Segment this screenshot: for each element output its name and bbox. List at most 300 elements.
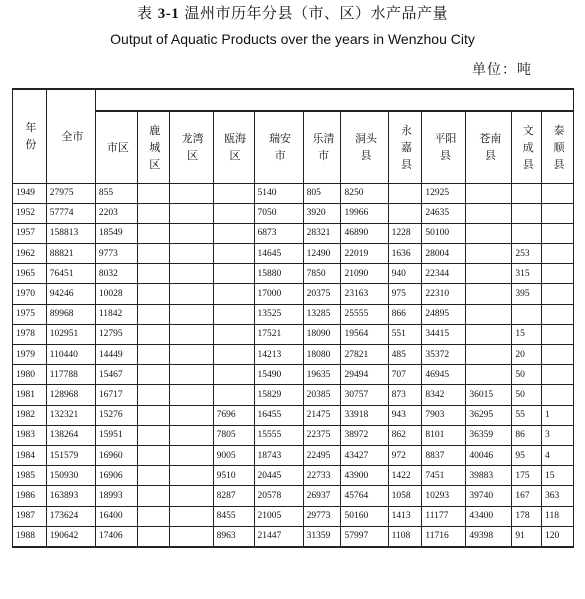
cell-lucheng [137,244,169,264]
cell-ouhai: 8455 [213,506,254,526]
cell-ouhai [213,264,254,284]
cell-total: 190642 [46,526,95,547]
table-row [13,486,574,506]
cell-lucheng [137,203,169,223]
cell-ouhai: 7696 [213,405,254,425]
cell-lucheng [137,425,169,445]
cell-lucheng [137,183,169,203]
cell-yueqing: 18090 [303,324,341,344]
cell-cangnan [466,264,512,284]
cell-ruian: 18743 [254,445,303,465]
cell-dongtou: 27821 [341,345,388,365]
cell-ruian: 16455 [254,405,303,425]
header-text: 市区 [106,140,129,154]
cell-longwan [169,304,213,324]
cell-longwan [169,385,213,405]
cell-pingyang: 24895 [422,304,466,324]
cell-lucheng [137,385,169,405]
cell-city_district: 12795 [95,324,137,344]
cell-lucheng [137,284,169,304]
cell-cangnan [466,365,512,385]
cell-yongjia: 975 [388,284,422,304]
cell-longwan [169,345,213,365]
header-text: 苍南 [479,132,502,146]
cell-year: 1984 [13,445,47,465]
cell-city_district: 18993 [95,486,137,506]
cell-wencheng: 95 [512,445,542,465]
cell-wencheng: 395 [512,284,542,304]
cell-pingyang: 34415 [422,324,466,344]
cell-pingyang: 11716 [422,526,466,547]
cell-dongtou: 45764 [341,486,388,506]
header-text: 泰 [553,123,565,137]
cell-lucheng [137,345,169,365]
table-row [13,405,574,425]
cell-longwan [169,405,213,425]
cell-lucheng [137,365,169,385]
cell-dongtou: 46890 [341,223,388,243]
cell-dongtou: 19564 [341,324,388,344]
cell-city_district: 2203 [95,203,137,223]
cell-ouhai [213,203,254,223]
cell-city_district: 15951 [95,425,137,445]
header-text: 区 [149,157,161,171]
cell-yongjia: 862 [388,425,422,445]
cell-wencheng: 55 [512,405,542,425]
cell-year: 1978 [13,324,47,344]
cell-year: 1957 [13,223,47,243]
cell-yongjia: 1058 [388,486,422,506]
cell-longwan [169,365,213,385]
cell-pingyang: 24635 [422,203,466,223]
cell-cangnan [466,324,512,344]
cell-ouhai [213,345,254,365]
table-row [13,264,574,284]
cell-taishun: 363 [542,486,574,506]
cell-total: 158813 [46,223,95,243]
cell-city_district: 10028 [95,284,137,304]
cell-lucheng [137,466,169,486]
cell-city_district: 855 [95,183,137,203]
cell-ruian: 17000 [254,284,303,304]
cell-taishun [542,304,574,324]
cell-taishun [542,345,574,365]
cell-dongtou: 19966 [341,203,388,223]
table-row [13,304,574,324]
cell-dongtou: 38972 [341,425,388,445]
cell-yueqing: 13285 [303,304,341,324]
header-text: 乐清 [312,132,335,146]
cell-total: 150930 [46,466,95,486]
cell-yongjia: 943 [388,405,422,425]
cell-total: 94246 [46,284,95,304]
cell-longwan [169,284,213,304]
cell-lucheng [137,264,169,284]
cell-taishun: 4 [542,445,574,465]
cell-total: 76451 [46,264,95,284]
table-row [13,385,574,405]
cell-longwan [169,425,213,445]
cell-year: 1988 [13,526,47,547]
header-text: 永 [400,123,412,137]
cell-ouhai: 7805 [213,425,254,445]
cell-yueqing: 18080 [303,345,341,365]
cell-taishun: 1 [542,405,574,425]
header-text: 县 [553,157,565,171]
cell-pingyang: 7903 [422,405,466,425]
cell-city_district: 11842 [95,304,137,324]
cell-ruian: 7050 [254,203,303,223]
cell-pingyang: 8837 [422,445,466,465]
cell-city_district: 9773 [95,244,137,264]
header-text: 城 [149,140,161,154]
cell-yongjia: 1108 [388,526,422,547]
cell-longwan [169,264,213,284]
col-header-city-district [95,111,137,183]
table-title [0,2,585,23]
cell-ruian: 17521 [254,324,303,344]
cell-taishun [542,183,574,203]
cell-ouhai [213,304,254,324]
cell-taishun: 3 [542,425,574,445]
table-row [13,345,574,365]
cell-total: 57774 [46,203,95,223]
cell-yongjia: 1413 [388,506,422,526]
title-number: 3-1 [157,6,180,22]
header-text: 成 [522,140,534,154]
cell-year: 1965 [13,264,47,284]
cell-total: 89968 [46,304,95,324]
cell-taishun [542,324,574,344]
cell-year: 1980 [13,365,47,385]
cell-wencheng [512,183,542,203]
cell-pingyang: 35372 [422,345,466,365]
col-header-longwan [169,111,213,183]
cell-yueqing: 7850 [303,264,341,284]
col-header-lucheng [137,111,169,183]
cell-cangnan: 43400 [466,506,512,526]
cell-ruian: 13525 [254,304,303,324]
header-text: 瑞安 [269,132,292,146]
cell-lucheng [137,223,169,243]
cell-year: 1986 [13,486,47,506]
cell-dongtou: 43900 [341,466,388,486]
cell-total: 88821 [46,244,95,264]
cell-total: 128968 [46,385,95,405]
cell-dongtou: 43427 [341,445,388,465]
cell-taishun: 120 [542,526,574,547]
cell-city_district: 8032 [95,264,137,284]
aquatic-output-table [12,88,574,548]
table-row [13,203,574,223]
cell-wencheng: 167 [512,486,542,506]
cell-total: 173624 [46,506,95,526]
cell-ouhai: 9005 [213,445,254,465]
header-text: 瓯海 [224,132,247,146]
cell-yueqing: 26937 [303,486,341,506]
cell-longwan [169,486,213,506]
cell-taishun [542,385,574,405]
cell-wencheng: 50 [512,365,542,385]
cell-yongjia: 972 [388,445,422,465]
cell-year: 1979 [13,345,47,365]
cell-wencheng [512,304,542,324]
cell-taishun: 118 [542,506,574,526]
cell-pingyang: 22310 [422,284,466,304]
cell-cangnan [466,244,512,264]
cell-wencheng: 50 [512,385,542,405]
cell-lucheng [137,506,169,526]
cell-cangnan [466,345,512,365]
cell-pingyang: 8342 [422,385,466,405]
cell-yueqing: 28321 [303,223,341,243]
cell-cangnan: 40046 [466,445,512,465]
cell-city_district: 18549 [95,223,137,243]
cell-lucheng [137,405,169,425]
cell-yueqing: 12490 [303,244,341,264]
cell-dongtou: 8250 [341,183,388,203]
col-header-dongtou [341,111,388,183]
col-header-yongjia [388,111,422,183]
table-subtitle: Output of Aquatic Products over the years in Wenzhou City [110,31,475,47]
cell-city_district: 16717 [95,385,137,405]
cell-yueqing: 3920 [303,203,341,223]
cell-wencheng: 86 [512,425,542,445]
cell-cangnan [466,304,512,324]
cell-yongjia: 707 [388,365,422,385]
header-text: 县 [360,149,372,163]
col-header-year [13,89,47,183]
header-text: 县 [400,157,412,171]
cell-pingyang: 28004 [422,244,466,264]
cell-city_district: 16906 [95,466,137,486]
col-header-taishun [542,111,574,183]
cell-wencheng [512,223,542,243]
cell-year: 1982 [13,405,47,425]
header-top-row [13,89,574,111]
col-header-ruian [254,111,303,183]
table-row [13,526,574,547]
cell-cangnan [466,183,512,203]
header-text: 文 [522,123,534,137]
col-header-yueqing [303,111,341,183]
header-row [13,111,574,183]
cell-taishun [542,365,574,385]
header-text: 市 [318,149,330,163]
header-text: 份 [25,138,37,152]
cell-wencheng: 15 [512,324,542,344]
table-row [13,244,574,264]
cell-yongjia: 1422 [388,466,422,486]
cell-yongjia: 1228 [388,223,422,243]
cell-ruian: 15555 [254,425,303,445]
cell-wencheng: 175 [512,466,542,486]
header-text: 年 [25,121,37,135]
cell-total: 117788 [46,365,95,385]
cell-yongjia [388,203,422,223]
cell-pingyang: 50100 [422,223,466,243]
cell-ruian: 15829 [254,385,303,405]
table-row [13,284,574,304]
cell-year: 1970 [13,284,47,304]
cell-yueqing: 21475 [303,405,341,425]
cell-wencheng: 91 [512,526,542,547]
cell-dongtou: 22019 [341,244,388,264]
cell-lucheng [137,304,169,324]
cell-ruian: 15490 [254,365,303,385]
header-group-cell [95,89,573,111]
cell-total: 102951 [46,324,95,344]
cell-taishun [542,203,574,223]
cell-longwan [169,445,213,465]
cell-yueqing: 20375 [303,284,341,304]
header-text: 洞头 [355,132,378,146]
cell-longwan [169,466,213,486]
cell-lucheng [137,445,169,465]
cell-ruian: 6873 [254,223,303,243]
cell-pingyang: 11177 [422,506,466,526]
cell-dongtou: 21090 [341,264,388,284]
cell-yueqing: 22375 [303,425,341,445]
cell-year: 1949 [13,183,47,203]
col-header-pingyang [422,111,466,183]
cell-ouhai: 8287 [213,486,254,506]
cell-ruian: 20578 [254,486,303,506]
header-text: 县 [484,149,496,163]
cell-year: 1987 [13,506,47,526]
cell-taishun: 15 [542,466,574,486]
table-row [13,223,574,243]
cell-cangnan [466,203,512,223]
cell-dongtou: 30757 [341,385,388,405]
cell-longwan [169,244,213,264]
cell-longwan [169,223,213,243]
cell-year: 1985 [13,466,47,486]
table-row [13,365,574,385]
cell-yueqing: 22495 [303,445,341,465]
title-prefix: 表 [136,4,153,22]
cell-yueqing: 29773 [303,506,341,526]
cell-longwan [169,324,213,344]
header-text: 区 [187,149,199,163]
cell-longwan [169,203,213,223]
header-text: 全市 [61,129,84,143]
cell-ouhai: 8963 [213,526,254,547]
cell-yueqing: 22733 [303,466,341,486]
cell-longwan [169,526,213,547]
cell-wencheng [512,203,542,223]
cell-total: 151579 [46,445,95,465]
cell-cangnan: 36359 [466,425,512,445]
table-row [13,425,574,445]
cell-wencheng: 178 [512,506,542,526]
table-row [13,466,574,486]
cell-ouhai [213,183,254,203]
header-text: 县 [439,149,451,163]
cell-year: 1981 [13,385,47,405]
cell-pingyang: 10293 [422,486,466,506]
cell-ouhai [213,223,254,243]
table-body [13,183,574,547]
cell-ouhai [213,365,254,385]
cell-cangnan [466,223,512,243]
cell-ruian: 15880 [254,264,303,284]
cell-year: 1975 [13,304,47,324]
cell-cangnan: 49398 [466,526,512,547]
cell-yongjia: 485 [388,345,422,365]
cell-lucheng [137,324,169,344]
cell-ruian: 21005 [254,506,303,526]
cell-ouhai: 9510 [213,466,254,486]
cell-total: 163893 [46,486,95,506]
title-text: 温州市历年分县（市、区）水产品产量 [184,4,449,22]
cell-pingyang: 8101 [422,425,466,445]
cell-ruian: 21447 [254,526,303,547]
cell-year: 1952 [13,203,47,223]
table-row [13,183,574,203]
cell-ouhai [213,284,254,304]
cell-pingyang: 7451 [422,466,466,486]
cell-lucheng [137,486,169,506]
table-row [13,324,574,344]
cell-year: 1962 [13,244,47,264]
cell-cangnan: 39883 [466,466,512,486]
cell-dongtou: 25555 [341,304,388,324]
col-header-wencheng [512,111,542,183]
header-text: 龙湾 [181,132,204,146]
unit-label: 单位：吨 [472,62,532,78]
cell-ouhai [213,324,254,344]
cell-pingyang: 12925 [422,183,466,203]
cell-yueqing: 20385 [303,385,341,405]
cell-taishun [542,264,574,284]
cell-yongjia: 866 [388,304,422,324]
header-text: 县 [522,157,534,171]
cell-cangnan: 36295 [466,405,512,425]
cell-yongjia: 873 [388,385,422,405]
cell-total: 132321 [46,405,95,425]
cell-city_district: 14449 [95,345,137,365]
cell-cangnan [466,284,512,304]
cell-dongtou: 23163 [341,284,388,304]
header-text: 嘉 [400,140,412,154]
cell-pingyang: 46945 [422,365,466,385]
cell-yueqing: 19635 [303,365,341,385]
cell-year: 1983 [13,425,47,445]
cell-lucheng [137,526,169,547]
cell-cangnan: 39740 [466,486,512,506]
header-text: 区 [229,149,241,163]
cell-dongtou: 50160 [341,506,388,526]
col-header-cangnan [466,111,512,183]
col-header-ouhai [213,111,254,183]
cell-dongtou: 57997 [341,526,388,547]
cell-yongjia: 551 [388,324,422,344]
table-row [13,506,574,526]
header-text: 市 [274,149,286,163]
cell-ruian: 14213 [254,345,303,365]
cell-ruian: 20445 [254,466,303,486]
cell-yongjia: 940 [388,264,422,284]
header-text: 鹿 [149,123,161,137]
cell-yueqing: 31359 [303,526,341,547]
cell-longwan [169,183,213,203]
header-text: 顺 [553,140,565,154]
cell-city_district: 15276 [95,405,137,425]
cell-wencheng: 315 [512,264,542,284]
cell-cangnan: 36015 [466,385,512,405]
cell-total: 138264 [46,425,95,445]
